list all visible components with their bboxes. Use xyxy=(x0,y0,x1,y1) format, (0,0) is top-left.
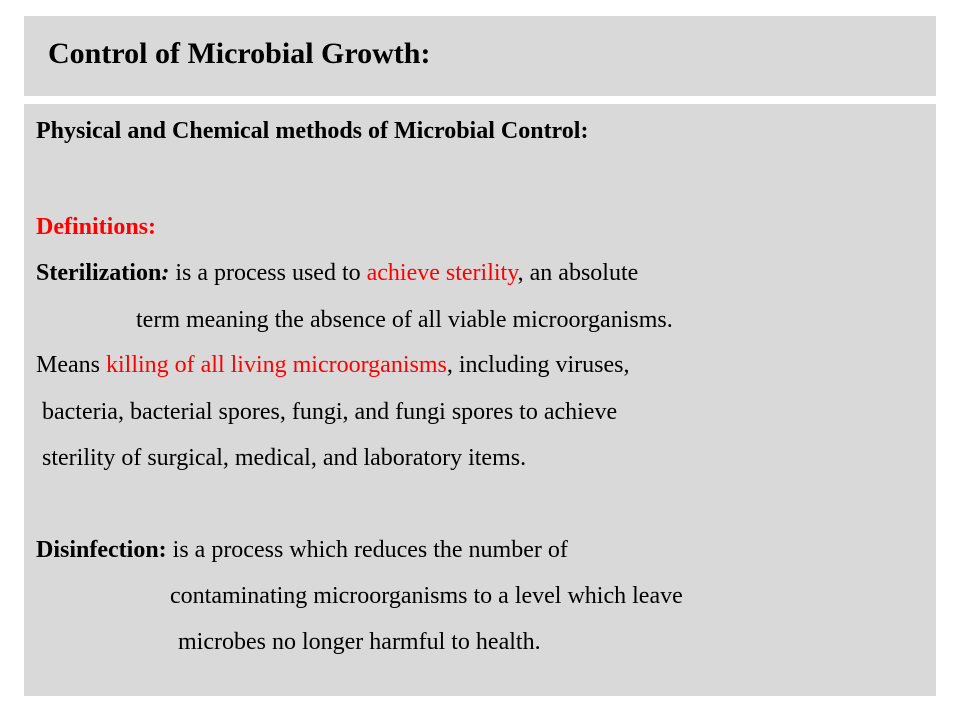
sterilization-line-1 xyxy=(36,258,638,288)
subtitle: Physical and Chemical methods of Microbial Control: xyxy=(36,118,589,144)
sterilization-line-5: sterility of surgical, medical, and laboratory items. xyxy=(42,445,527,471)
title-box xyxy=(24,16,936,96)
disinfection-term: Disinfection: xyxy=(36,537,167,563)
page-title: Control of Microbial Growth: xyxy=(48,37,431,70)
sterilization-term: Sterilization xyxy=(36,260,162,286)
content-box xyxy=(24,104,936,696)
achieve-sterility-highlight: achieve sterility xyxy=(366,260,518,286)
killing-highlight: killing of all living microorganisms xyxy=(105,352,447,378)
sterilization-colon: : xyxy=(161,260,170,286)
definitions-heading: Definitions: xyxy=(36,214,156,240)
sterilization-text-a: is a process used to xyxy=(169,260,367,286)
disinfection-text: is a process which reduces the number of xyxy=(166,537,568,563)
including-text: , including viruses, xyxy=(446,352,630,378)
sterilization-line-4: bacteria, bacterial spores, fungi, and fungi spores to achieve xyxy=(42,399,618,425)
disinfection-line-3: microbes no longer harmful to health. xyxy=(178,629,541,655)
sterilization-line-2: term meaning the absence of all viable microorganisms. xyxy=(136,307,673,333)
means-text: Means xyxy=(36,352,106,378)
sterilization-line-3 xyxy=(36,350,630,380)
sterilization-text-b: , an absolute xyxy=(517,260,639,286)
disinfection-line-1 xyxy=(36,535,568,565)
disinfection-line-2: contaminating microorganisms to a level which leave xyxy=(170,583,683,609)
